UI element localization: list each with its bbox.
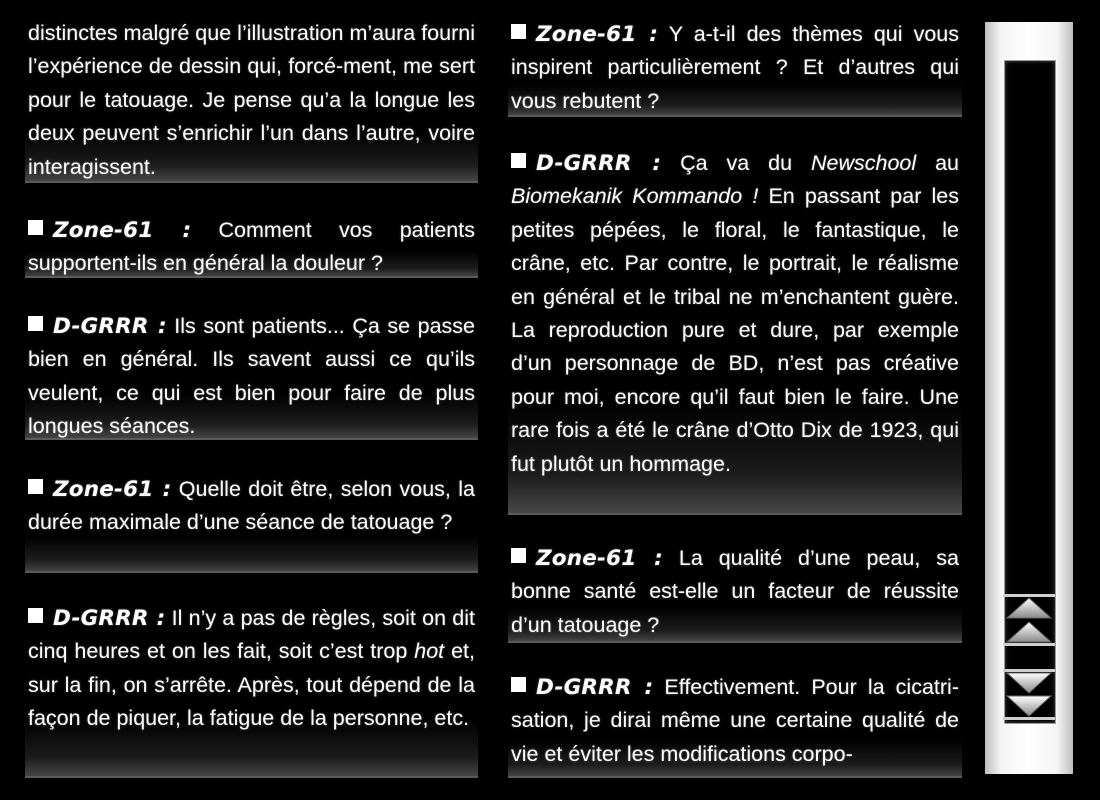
speaker-label: Zone-61 : — [53, 218, 192, 243]
question-block — [508, 515, 962, 643]
emphasis-text: Newschool — [810, 151, 917, 175]
answer-paragraph — [511, 147, 959, 481]
answer-block — [25, 278, 478, 440]
answer-paragraph — [511, 671, 959, 771]
speaker-label: Zone-61 : — [53, 477, 172, 502]
answer-paragraph — [28, 310, 475, 444]
bullet-icon — [511, 24, 526, 39]
arrow-up-icon — [1003, 620, 1055, 646]
bullet-icon — [511, 153, 526, 168]
speaker-label: D-GRRR : — [53, 606, 166, 631]
answer-block — [508, 117, 962, 515]
scroll-up-button[interactable] — [1003, 594, 1055, 620]
paragraph-intro: distinctes malgré que l’illustration m’aura fourni l’expérience de dessin qui, forcé-ment, me sert pour le tatouage. Je pense qu’a la longue les deux peuvent s’enrichir l’un dans l’autre, voire interagissent. — [28, 21, 475, 179]
left-text-column — [25, 0, 478, 778]
bullet-icon — [28, 220, 43, 235]
speaker-label: D-GRRR : — [53, 314, 167, 339]
scroll-down-button[interactable] — [1003, 695, 1055, 721]
text-block-intro — [25, 0, 478, 183]
scroll-down-fast-button[interactable] — [1003, 669, 1055, 695]
emphasis-text: hot — [414, 639, 445, 664]
bullet-icon — [28, 316, 43, 331]
answer-text: Ils sont patients... Ça se passe bien en général. Ils savent aussi ce qu’ils veulent, ce qui est bien pour faire de plus longues séances. — [28, 314, 475, 439]
question-block — [25, 440, 478, 573]
answer-text: et, sur la fin, on s’arrête. Après, tout dépend de la façon de piquer, la fatigue de la personne, etc. — [28, 639, 475, 731]
answer-block — [508, 643, 962, 778]
question-paragraph — [511, 542, 959, 642]
question-text: Comment vos patients supportent-ils en général la douleur ? — [28, 218, 475, 276]
speaker-label: D-GRRR : — [536, 675, 654, 700]
question-paragraph — [511, 18, 959, 118]
scroll-up-fast-button[interactable] — [1003, 620, 1055, 646]
answer-text: En passant par les petites pépées, le floral, le fantastique, le crâne, etc. Par contre, le portrait, le réalisme en général et le tribal ne m’enchantent guère. La reproduction pure et dure, par exemple d’un personnage de BD, n’est pas créative pour moi, encore qu’il faut bien le faire. Une rare fois a été le crâne d’Otto Dix de 1923, qui fut plutôt un hommage. — [511, 184, 959, 476]
answer-text: au — [916, 151, 960, 175]
bullet-icon — [28, 479, 43, 494]
bullet-icon — [511, 548, 526, 563]
question-block — [25, 183, 478, 278]
arrow-down-icon — [1003, 669, 1055, 695]
answer-text: Ça va du — [661, 151, 811, 175]
answer-block — [25, 573, 478, 778]
question-block — [508, 0, 962, 117]
bullet-icon — [511, 677, 526, 692]
emphasis-text: Biomekanik Kommando ! — [511, 184, 759, 209]
speaker-label: Zone-61 : — [536, 546, 663, 571]
question-paragraph — [28, 473, 475, 540]
bullet-icon — [28, 608, 43, 623]
arrow-down-icon — [1003, 695, 1055, 721]
answer-paragraph — [28, 602, 475, 736]
arrow-up-icon — [1003, 594, 1055, 620]
right-text-column — [508, 0, 962, 778]
speaker-label: D-GRRR : — [536, 151, 662, 176]
answer-text: Il n’y a pas de règles, soit on dit cinq heures et on les fait, soit c’est trop — [28, 606, 475, 664]
question-text: La qualité d’une peau, sa bonne santé est-elle un facteur de réussite d’un tatouage ? — [511, 546, 959, 637]
question-text: Y a-t-il des thèmes qui vous inspirent particulièrement ? Et d’autres qui vous rebutent ? — [511, 22, 960, 113]
question-paragraph — [28, 214, 475, 281]
scroll-panel — [985, 22, 1073, 774]
question-text: Quelle doit être, selon vous, la durée maximale d’une séance de tatouage ? — [28, 477, 475, 535]
speaker-label: Zone-61 : — [536, 22, 659, 47]
answer-text: Effectivement. Pour la cicatri-sation, je dirai même une certaine qualité de vie et éviter les modifications corpo- — [511, 675, 959, 766]
